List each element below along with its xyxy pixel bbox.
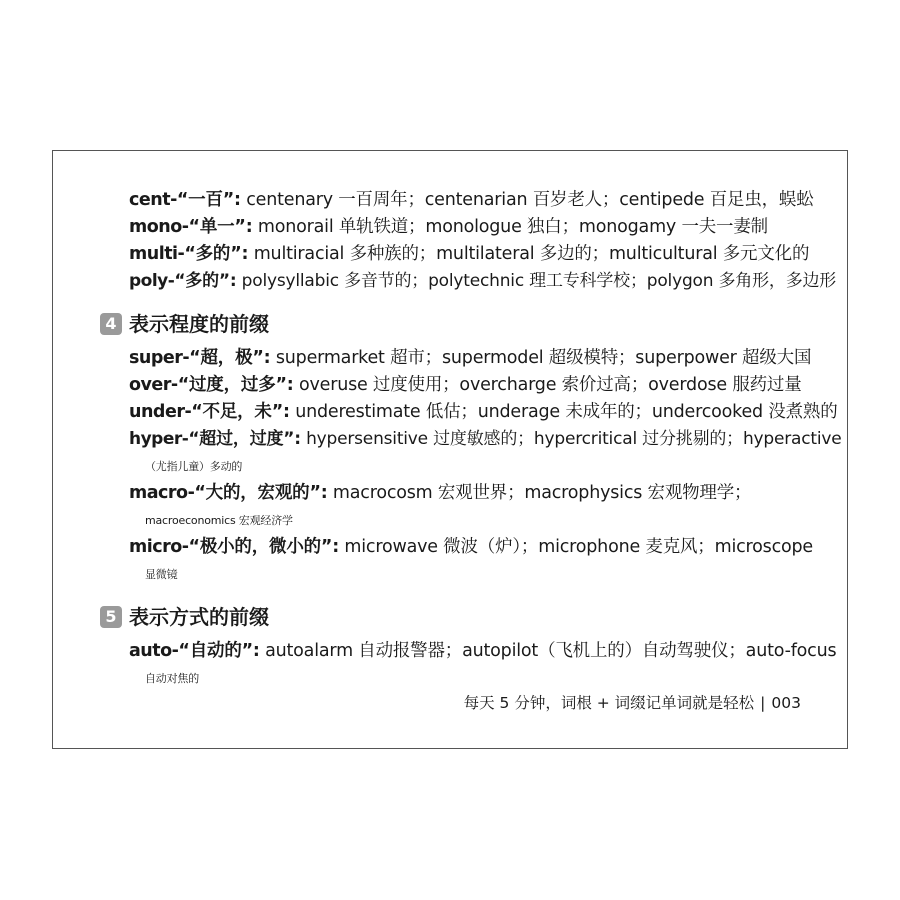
entry-macro-continued: macroeconomics 宏观经济学 [145, 514, 293, 527]
section-number-badge: 4 [100, 313, 122, 335]
entry-examples: macrocosm 宏观世界；macrophysics 宏观物理学； [327, 483, 752, 503]
entry-examples: underestimate 低估；underage 未成年的；undercooked 没煮熟的 [289, 402, 838, 422]
entry-examples: microwave 微波（炉）；microphone 麦克风；microscope [339, 537, 813, 557]
entry-prefix: multi- [129, 244, 185, 264]
entry-meaning: “自动的”: [178, 641, 260, 661]
entry-mono [129, 214, 853, 241]
section-title: 表示程度的前缀 [129, 312, 269, 336]
entry-prefix: macro- [129, 483, 195, 503]
entry-meaning: “不足，未”: [191, 402, 290, 422]
page-number: 003 [771, 694, 801, 712]
entry-meaning: “超过，过度”: [188, 429, 301, 449]
entry-examples: centenary 一百周年；centenarian 百岁老人；centipede 百足虫，蜈蚣 [240, 190, 814, 210]
section-heading-manner [105, 602, 853, 632]
entry-meaning: “多的”: [174, 271, 237, 291]
entry-meaning: “过度，过多”: [177, 375, 294, 395]
entry-cent [129, 187, 853, 214]
entry-examples: autoalarm 自动报警器；autopilot（飞机上的）自动驾驶仪；auto-focus [259, 641, 837, 661]
entry-examples: multiracial 多种族的；multilateral 多边的；multicultural 多元文化的 [248, 244, 810, 264]
entry-prefix: over- [129, 375, 178, 395]
entry-prefix: auto- [129, 641, 179, 661]
entry-hyper-continued: （尤指儿童）多动的 [145, 460, 243, 473]
entry-prefix: mono- [129, 217, 189, 237]
entry-poly [129, 268, 853, 295]
entry-examples: supermarket 超市；supermodel 超级模特；superpower 超级大国 [270, 348, 812, 368]
entry-prefix: super- [129, 348, 190, 368]
entry-meaning: “超，极”: [189, 348, 271, 368]
entry-examples: monorail 单轨铁道；monologue 独白；monogamy 一夫一妻制 [252, 217, 768, 237]
entry-prefix: cent- [129, 190, 177, 210]
section-title: 表示方式的前缀 [129, 605, 269, 629]
book-page [52, 150, 848, 749]
entry-examples: overuse 过度使用；overcharge 索价过高；overdose 服药过量 [293, 375, 802, 395]
entry-micro-continued: 显微镜 [145, 568, 178, 581]
section-heading-degree [105, 309, 853, 339]
entry-meaning: “多的”: [184, 244, 249, 264]
entry-prefix: under- [129, 402, 192, 422]
entry-examples: polysyllabic 多音节的；polytechnic 理工专科学校；polygon 多角形，多边形 [236, 271, 837, 291]
section-number-badge: 5 [100, 606, 122, 628]
entry-prefix: poly- [129, 271, 175, 291]
entry-under [129, 399, 853, 426]
entry-meaning: “一百”: [176, 190, 241, 210]
entry-auto-continued: 自动对焦的 [145, 672, 199, 685]
entry-examples: hypersensitive 过度敏感的；hypercritical 过分挑剔的；hyperactive [300, 429, 842, 449]
entry-auto [129, 638, 853, 665]
entry-super [129, 345, 853, 372]
entry-macro [129, 480, 853, 507]
entry-over [129, 372, 853, 399]
entry-multi [129, 241, 853, 268]
page-content [105, 187, 853, 692]
page-footer [464, 691, 801, 713]
entry-meaning: “单一”: [188, 217, 253, 237]
entry-prefix: hyper- [129, 429, 189, 449]
entry-meaning: “大的，宏观的”: [194, 483, 328, 503]
footer-separator: | [760, 694, 766, 712]
entry-micro [129, 534, 853, 561]
entry-meaning: “极小的，微小的”: [188, 537, 340, 557]
footer-caption: 每天 5 分钟，词根 + 词缀记单词就是轻松 [463, 694, 755, 712]
entry-prefix: micro- [129, 537, 189, 557]
entry-hyper [129, 426, 853, 453]
